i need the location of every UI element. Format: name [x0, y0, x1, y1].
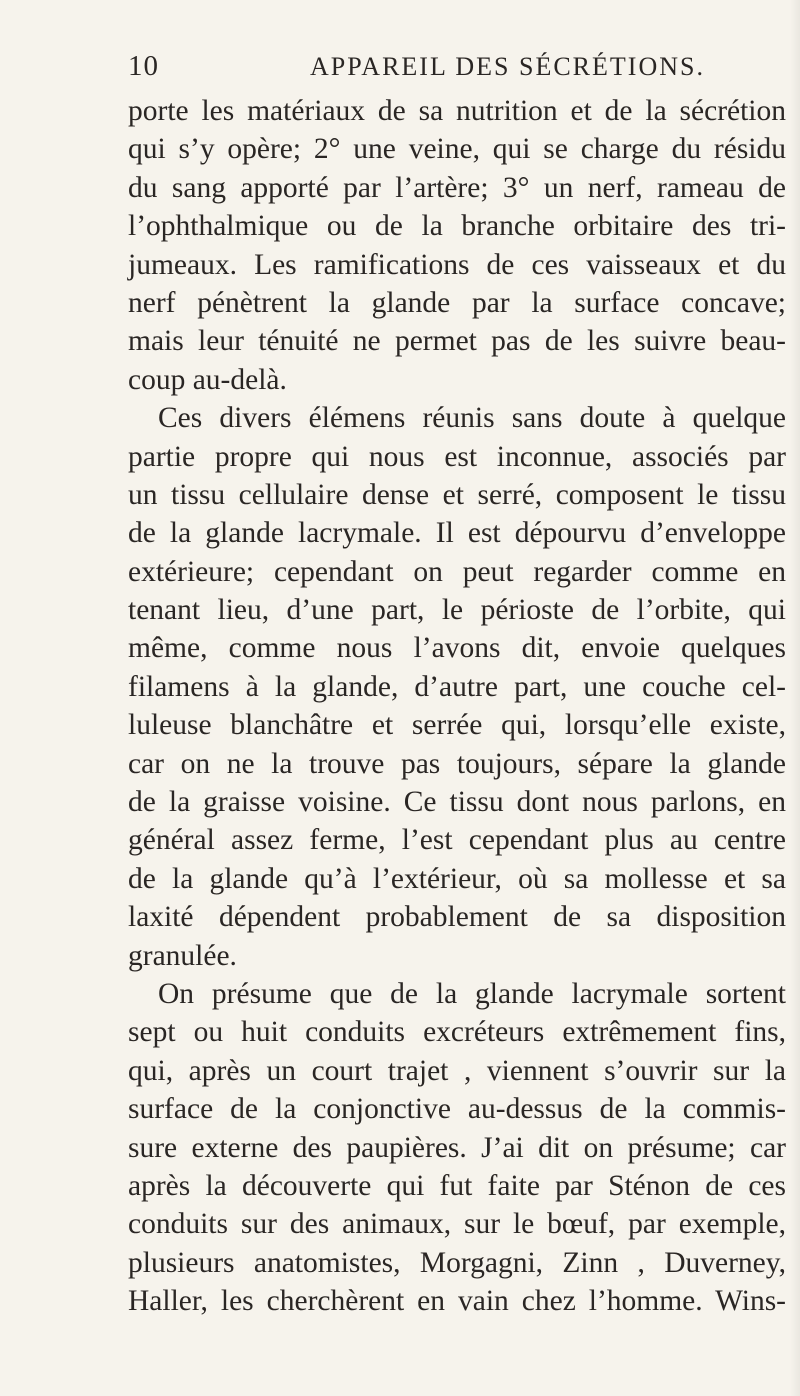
text-line: coup au-delà. [128, 363, 287, 396]
text-line: après la découverte qui fut faite par Sténon de ces [128, 1169, 786, 1202]
text-line: général assez ferme, l’est cependant plus au centre [128, 824, 786, 857]
text-line: partie propre qui nous est inconnue, associés par [128, 440, 786, 473]
text-line: granulée. [128, 939, 237, 972]
text-line: sept ou huit conduits excréteurs extrêmement fins, [128, 1016, 786, 1049]
text-line: tenant lieu, d’une part, le périoste de l’orbite, qui [128, 594, 786, 627]
text-line: jumeaux. Les ramifications de ces vaisseaux et du [128, 248, 786, 281]
text-line: sure externe des paupières. J’ai dit on présume; car [128, 1131, 786, 1164]
text-line: plusieurs anatomistes, Morgagni, Zinn , Duverney, [128, 1246, 786, 1279]
text-line: On présume que de la glande lacrymale sortent [158, 977, 786, 1010]
page-header [128, 50, 783, 90]
text-line: mais leur ténuité ne permet pas de les suivre beau- [128, 325, 786, 358]
text-line: Ces divers élémens réunis sans doute à quelque [158, 402, 786, 435]
running-title: APPAREIL DES SÉCRÉTIONS. [310, 52, 705, 81]
text-line: de la glande qu’à l’extérieur, où sa mollesse et sa [128, 862, 786, 895]
text-line: même, comme nous l’avons dit, envoie quelques [128, 632, 786, 665]
text-line: luleuse blanchâtre et serrée qui, lorsqu’elle existe, [128, 709, 786, 742]
text-line: qui, après un court trajet , viennent s’ouvrir sur la [128, 1054, 786, 1087]
text-line: un tissu cellulaire dense et serré, composent le tissu [128, 478, 786, 511]
text-line: car on ne la trouve pas toujours, sépare la glande [128, 747, 786, 780]
text-line: nerf pénètrent la glande par la surface concave; [128, 286, 786, 319]
text-line: l’ophthalmique ou de la branche orbitaire des tri- [128, 210, 786, 243]
page-edge-shadow [790, 0, 800, 1396]
text-line: surface de la conjonctive au-dessus de la commis- [128, 1093, 786, 1126]
text-line: extérieure; cependant on peut regarder comme en [128, 555, 786, 588]
text-line: de la graisse voisine. Ce tissu dont nous parlons, en [128, 786, 786, 819]
text-line: laxité dépendent probablement de sa disposition [128, 901, 786, 934]
text-line: Haller, les cherchèrent en vain chez l’homme. Wins- [128, 1285, 786, 1318]
body-text [128, 92, 786, 1321]
text-line: de la glande lacrymale. Il est dépourvu d’enveloppe [128, 517, 786, 550]
text-line: du sang apporté par l’artère; 3° un nerf, rameau de [128, 171, 786, 204]
text-line: qui s’y opère; 2° une veine, qui se charge du résidu [128, 133, 786, 166]
text-line: porte les matériaux de sa nutrition et de la sécrétion [128, 95, 786, 127]
page-number: 10 [128, 50, 159, 82]
text-line: conduits sur des animaux, sur le bœuf, par exemple, [128, 1208, 786, 1241]
text-line: filamens à la glande, d’autre part, une couche cel- [128, 670, 786, 703]
